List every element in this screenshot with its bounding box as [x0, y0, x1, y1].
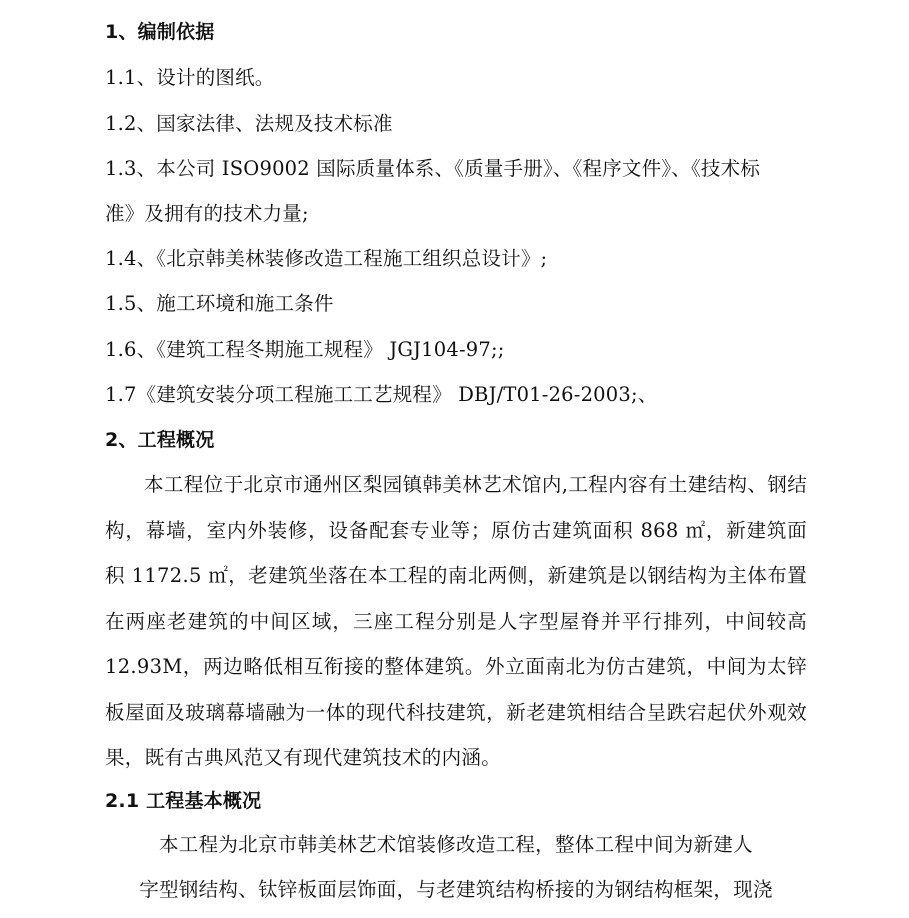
overview-paragraph: 本工程位于北京市通州区梨园镇韩美林艺术馆内,工程内容有土建结构、钢结构，幕墙，室内外装修，设备配套专业等；原仿古建筑面积 868 ㎡，新建筑面积 1172.5 ㎡，老建筑坐落在本工程的南北两侧，新建筑是以钢结构为主体布置在两座老建筑的中间区域，三座工程分别是人字型屋脊并平行排列，中间较高 12.93M，两边略低相互衔接的整体建筑。外立面南北为仿古建筑，中间为太锌板屋面及玻璃幕墙融为一体的现代科技建筑，新老建筑相结合呈跌宕起伏外观效果，既有古典风范又有现代建筑技术的内涵。	[105, 473, 807, 769]
list-item-1-5: 1.5、施工环境和施工条件	[105, 292, 334, 315]
list-item-1-7: 1.7《建筑安装分项工程施工工艺规程》 DBJ/T01-26-2003;、	[105, 383, 658, 406]
list-item-1-1: 1.1、设计的图纸。	[105, 66, 275, 89]
list-item-1-6: 1.6、《建筑工程冬期施工规程》 JGJ104-97;;	[105, 338, 505, 361]
heading-basic-overview: 2.1 工程基本概况	[105, 790, 262, 812]
basic-overview-line-1: 本工程为北京市韩美林艺术馆装修改造工程，整体工程中间为新建人	[158, 833, 753, 856]
heading-overview: 2、工程概况	[105, 429, 215, 451]
heading-basis: 1、编制依据	[105, 21, 215, 43]
list-item-1-3: 1.3、本公司 ISO9002 国际质量体系、《质量手册》、《程序文件》、《技术标	[105, 157, 761, 180]
list-item-1-2: 1.2、国家法律、法规及技术标准	[105, 112, 393, 135]
list-item-1-4: 1.4、《北京韩美林装修改造工程施工组织总设计》;	[105, 247, 548, 270]
list-item-1-3-cont: 准》及拥有的技术力量;	[105, 202, 309, 225]
basic-overview-line-2: 字型钢结构、钛锌板面层饰面，与老建筑结构桥接的为钢结构框架，现浇	[139, 878, 773, 901]
